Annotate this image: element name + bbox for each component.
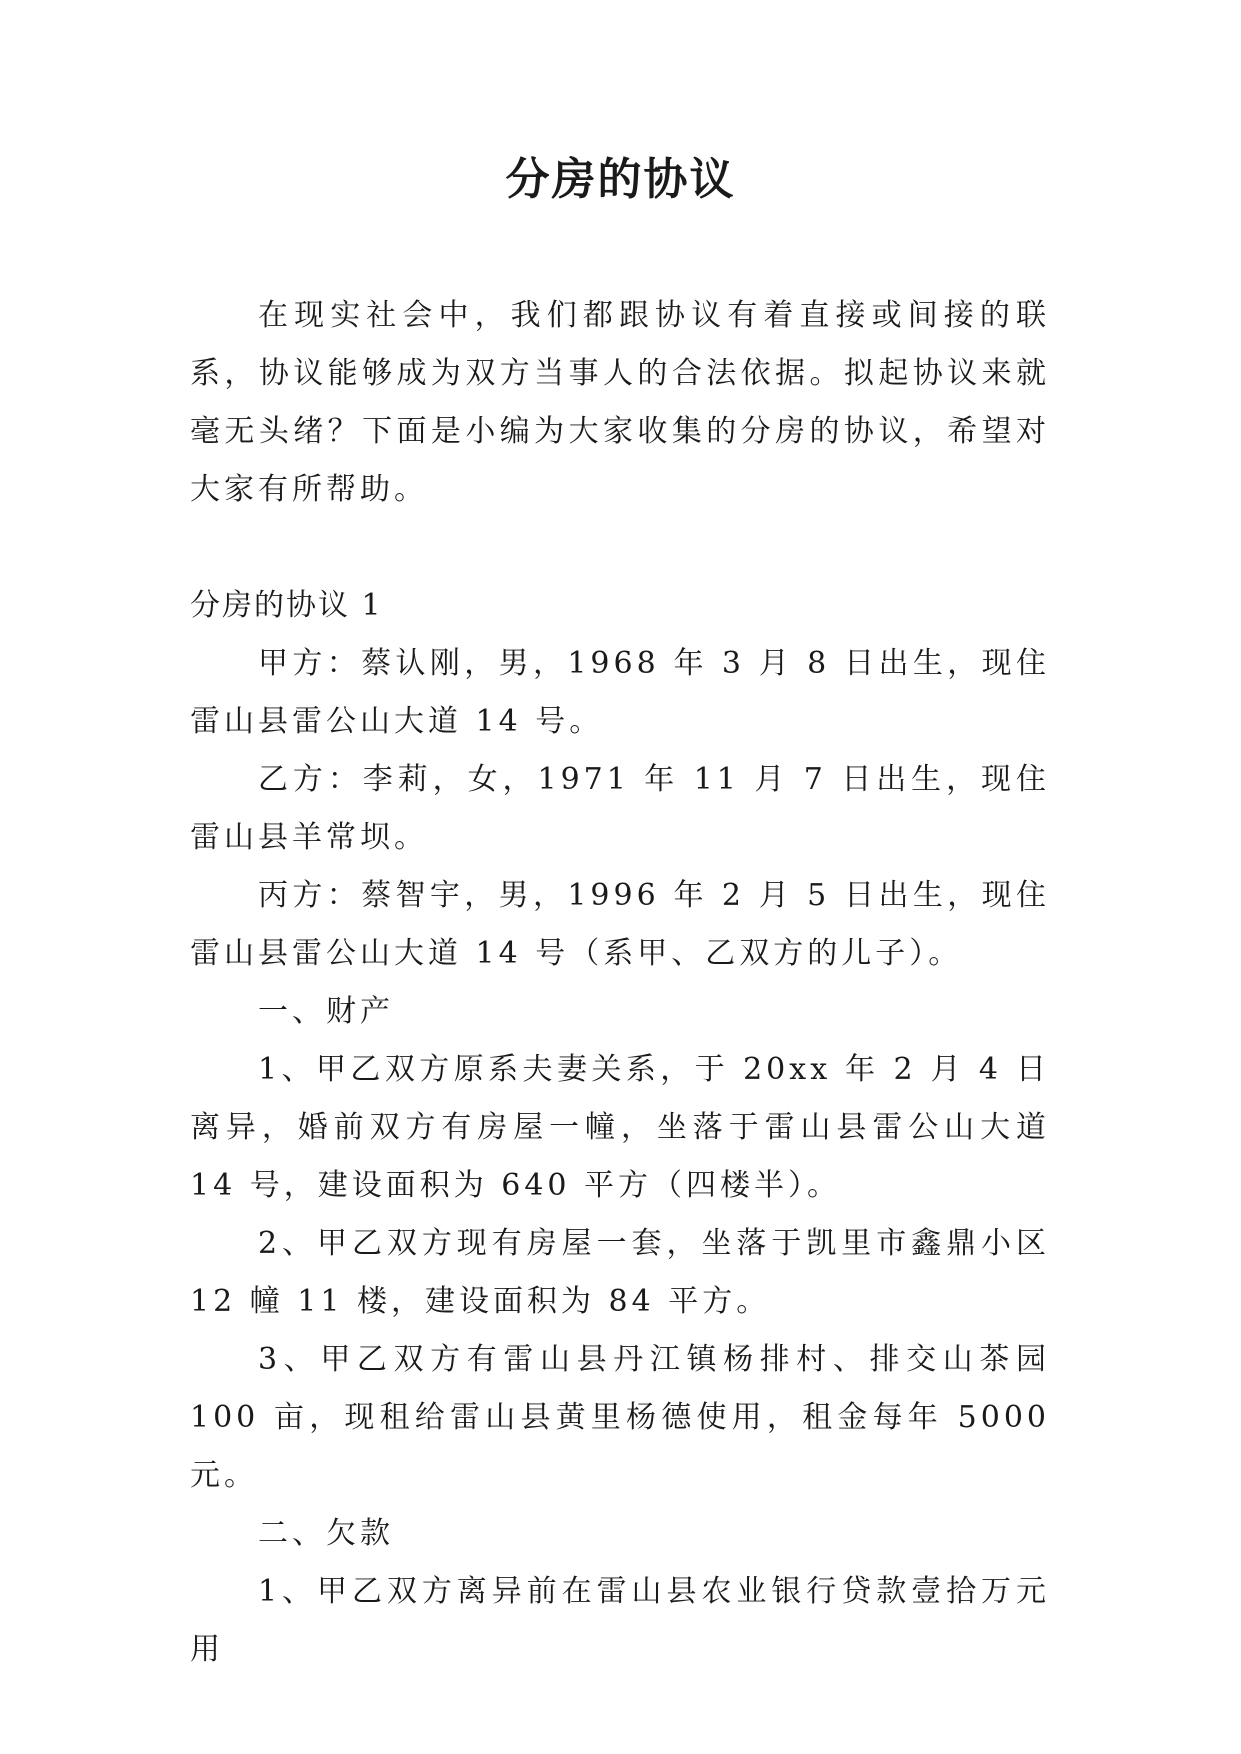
property-item-1: 1、甲乙双方原系夫妻关系，于 20xx 年 2 月 4 日离异，婚前双方有房屋一幢，坐落于雷山县雷公山大道 14 号，建设面积为 640 平方（四楼半）。 — [190, 1052, 1050, 1203]
spacer — [190, 519, 1050, 577]
heading-property: 一、财产 — [258, 994, 394, 1029]
document-title: 分房的协议 — [505, 154, 736, 205]
section-title: 分房的协议 1 — [190, 588, 383, 623]
party-a-paragraph: 甲方：蔡认刚，男，1968 年 3 月 8 日出生，现住雷山县雷公山大道 14 号。 — [190, 646, 1050, 739]
party-b-paragraph: 乙方：李莉，女，1971 年 11 月 7 日出生，现住雷山县羊常坝。 — [190, 762, 1050, 855]
debt-item-1: 1、甲乙双方离异前在雷山县农业银行贷款壹拾万元用 — [190, 1574, 1050, 1667]
document-body — [190, 287, 1050, 1679]
property-item-3: 3、甲乙双方有雷山县丹江镇杨排村、排交山茶园 100 亩，现租给雷山县黄里杨德使用，租金每年 5000 元。 — [190, 1342, 1050, 1493]
party-c-paragraph: 丙方：蔡智宇，男，1996 年 2 月 5 日出生，现住雷山县雷公山大道 14 号（系甲、乙双方的儿子）。 — [190, 878, 1050, 971]
intro-paragraph: 在现实社会中，我们都跟协议有着直接或间接的联系，协议能够成为双方当事人的合法依据。拟起协议来就毫无头绪？下面是小编为大家收集的分房的协议，希望对大家有所帮助。 — [190, 298, 1050, 507]
heading-debts: 二、欠款 — [258, 1516, 394, 1551]
property-item-2: 2、甲乙双方现有房屋一套，坐落于凯里市鑫鼎小区 12 幢 11 楼，建设面积为 84 平方。 — [190, 1226, 1050, 1319]
